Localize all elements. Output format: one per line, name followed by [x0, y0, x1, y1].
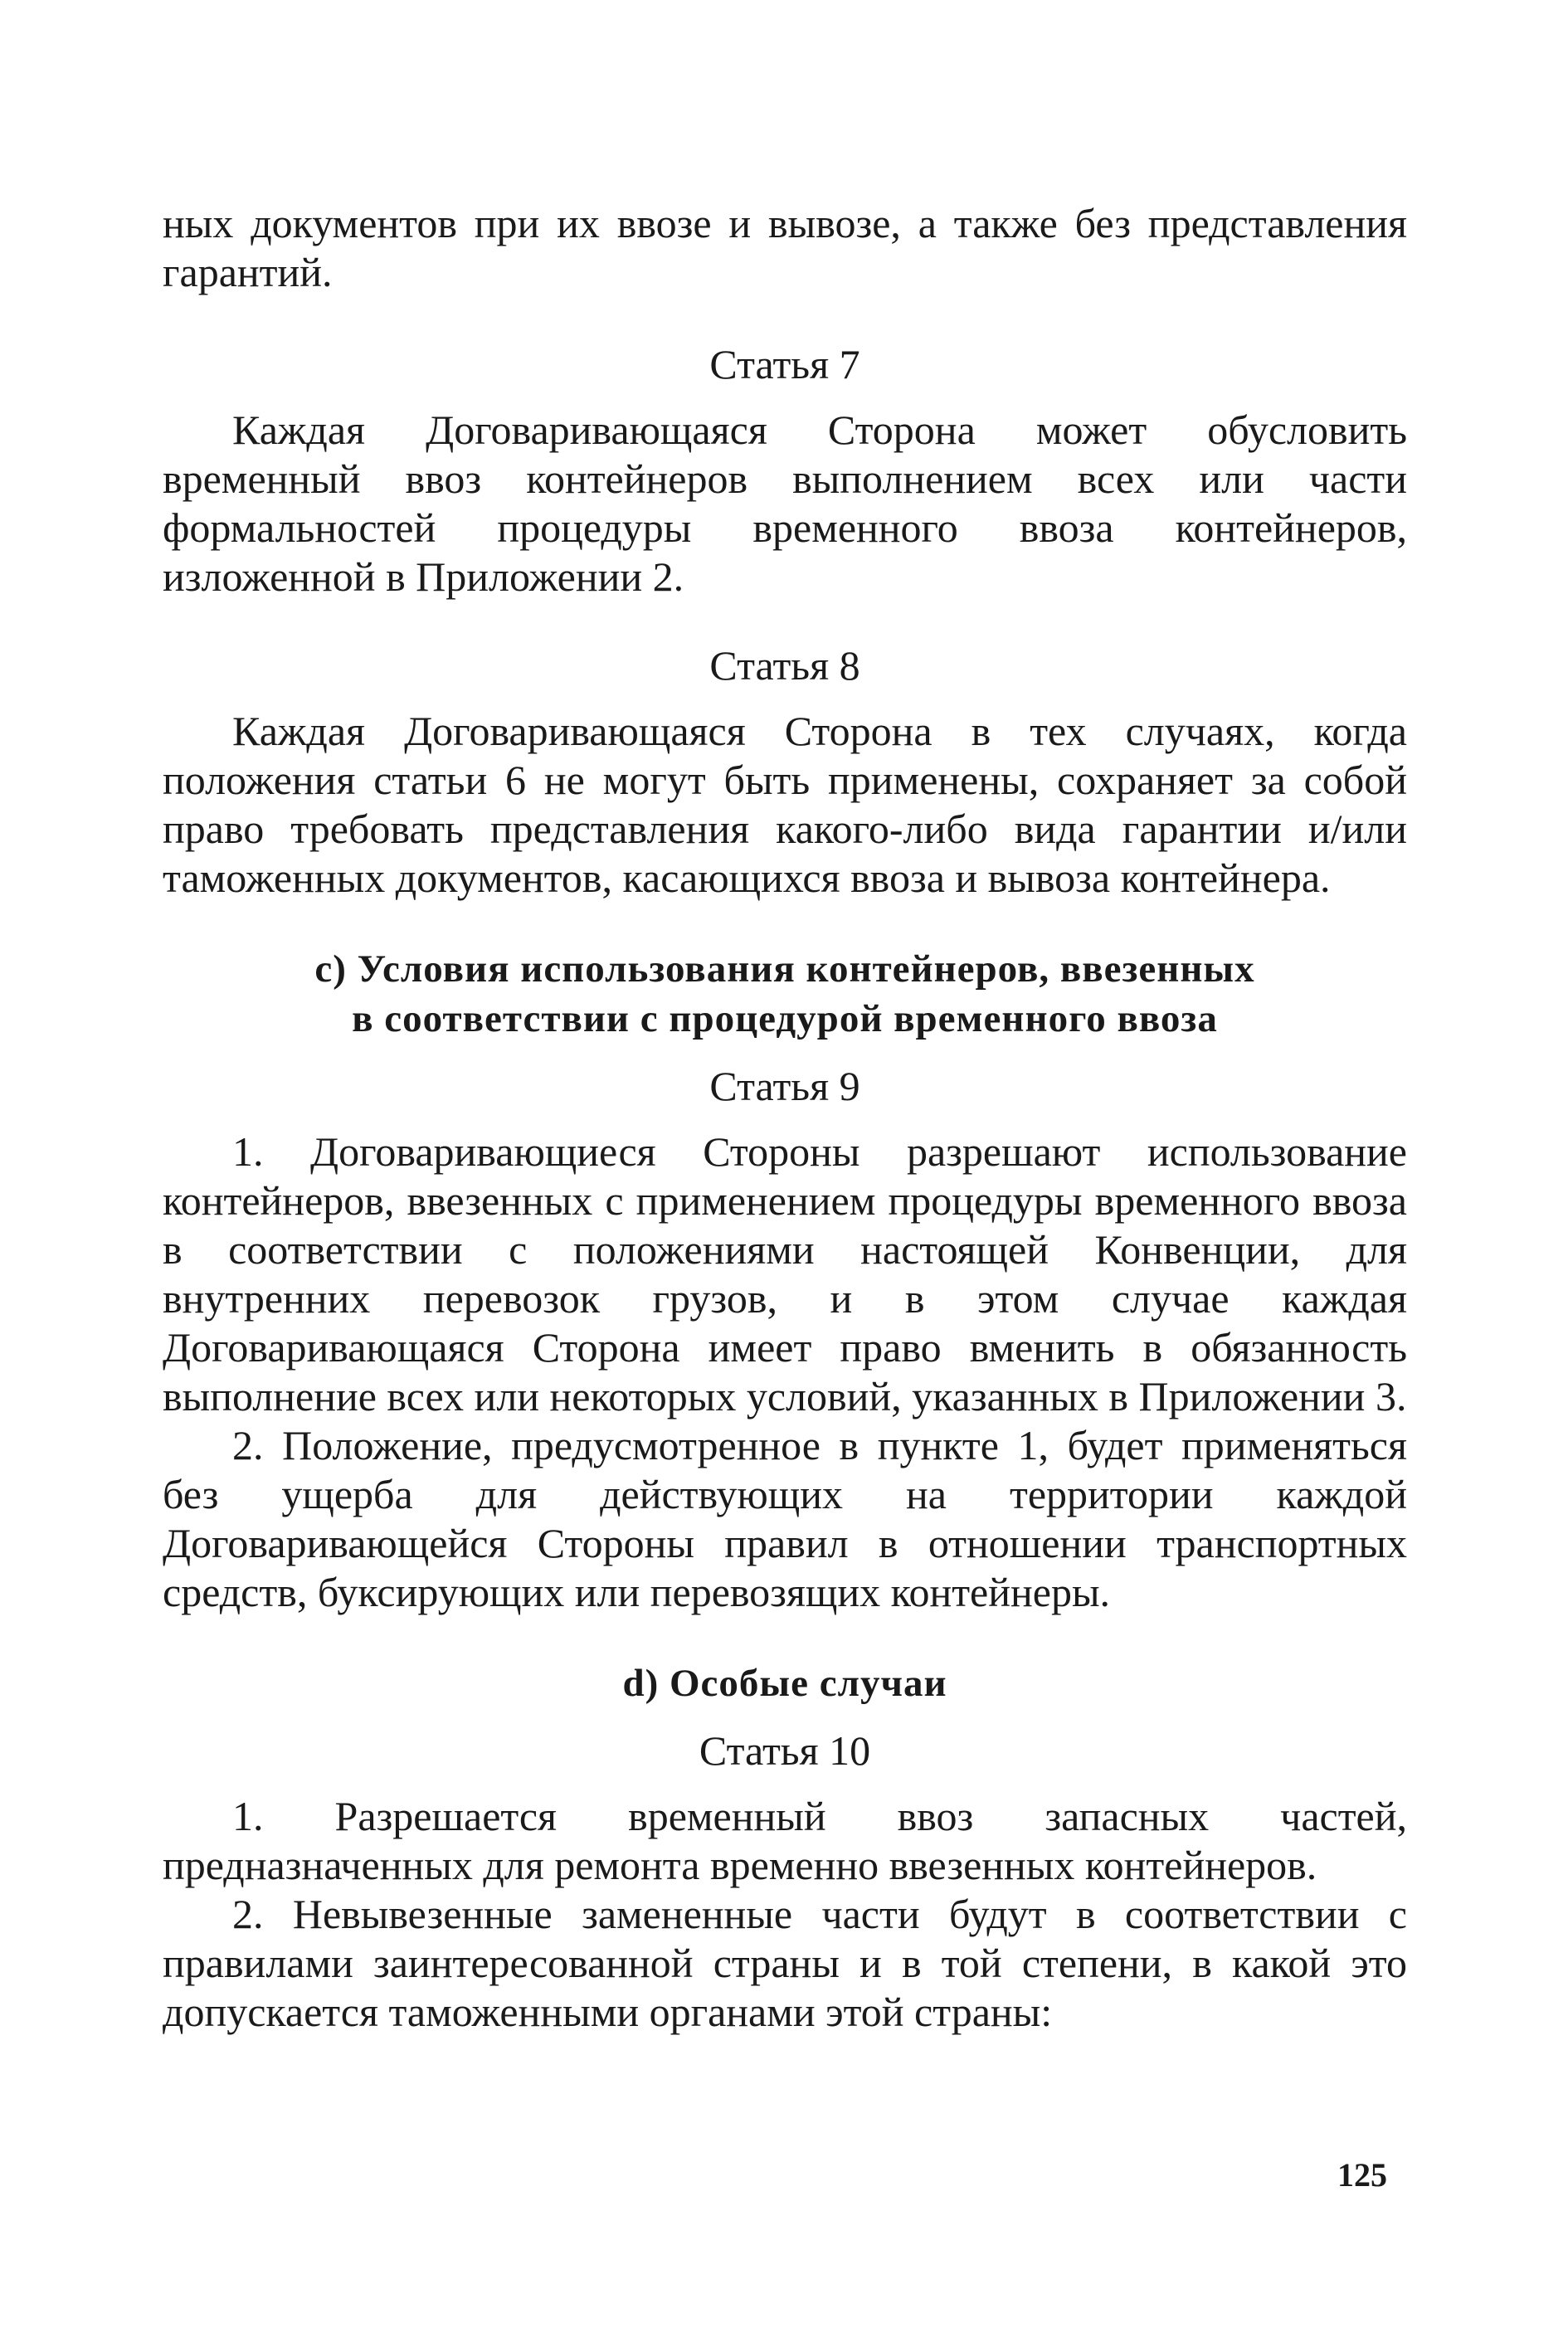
- article-10-heading: Статья 10: [699, 1727, 871, 1774]
- document-page: [163, 199, 1407, 2037]
- article-7-text: Каждая Договаривающаяся Сторона может обусловить временный ввоз контейнеров выполнением всех или части формальностей процедуры временного ввоза контейнеров, изложенной в Приложении 2.: [163, 407, 1407, 600]
- continuation-paragraph: ных документов при их ввозе и вывозе, а также без представления гарантий.: [163, 200, 1407, 295]
- article-10-paragraph-1: 1. Разрешается временный ввоз запасных частей, предназначенных для ремонта временно ввезенных контейнеров.: [163, 1793, 1407, 1888]
- page-number: 125: [1337, 2156, 1387, 2194]
- article-8-heading: Статья 8: [709, 642, 860, 689]
- article-7-heading: Статья 7: [709, 341, 860, 387]
- article-10-paragraph-2: 2. Невывезенные замененные части будут в соответствии с правилами заинтересованной страны и в той степени, в какой это допускается таможенными органами этой страны:: [163, 1891, 1407, 2035]
- article-9-paragraph-1: 1. Договаривающиеся Стороны разрешают использование контейнеров, ввезенных с применением процедуры временного ввоза в соответствии с положениями настоящей Конвенции, для внутренних перевозок грузов, и в этом случае каждая Договаривающаяся Сторона имеет право вменить в обязанность выполнение всех или некоторых условий, указанных в Приложении 3.: [163, 1128, 1407, 1419]
- article-9-heading: Статья 9: [709, 1063, 860, 1109]
- article-8-text: Каждая Договаривающаяся Сторона в тех случаях, когда положения статьи 6 не могут быть применены, сохраняет за собой право требовать представления какого-либо вида гарантии и/или таможенных документов, касающихся ввоза и вывоза контейнера.: [163, 708, 1407, 901]
- section-c-line-1: с) Условия использования контейнеров, ввезенных: [314, 947, 1255, 991]
- section-d-heading: d) Особые случаи: [622, 1662, 947, 1705]
- article-9-paragraph-2: 2. Положение, предусмотренное в пункте 1, будет применяться без ущерба для действующих на территории каждой Договаривающейся Стороны правил в отношении транспортных средств, буксирующих или перевозящих контейнеры.: [163, 1422, 1407, 1615]
- section-c-line-2: в соответствии с процедурой временного ввоза: [352, 997, 1218, 1040]
- section-c-heading: [163, 944, 1407, 1044]
